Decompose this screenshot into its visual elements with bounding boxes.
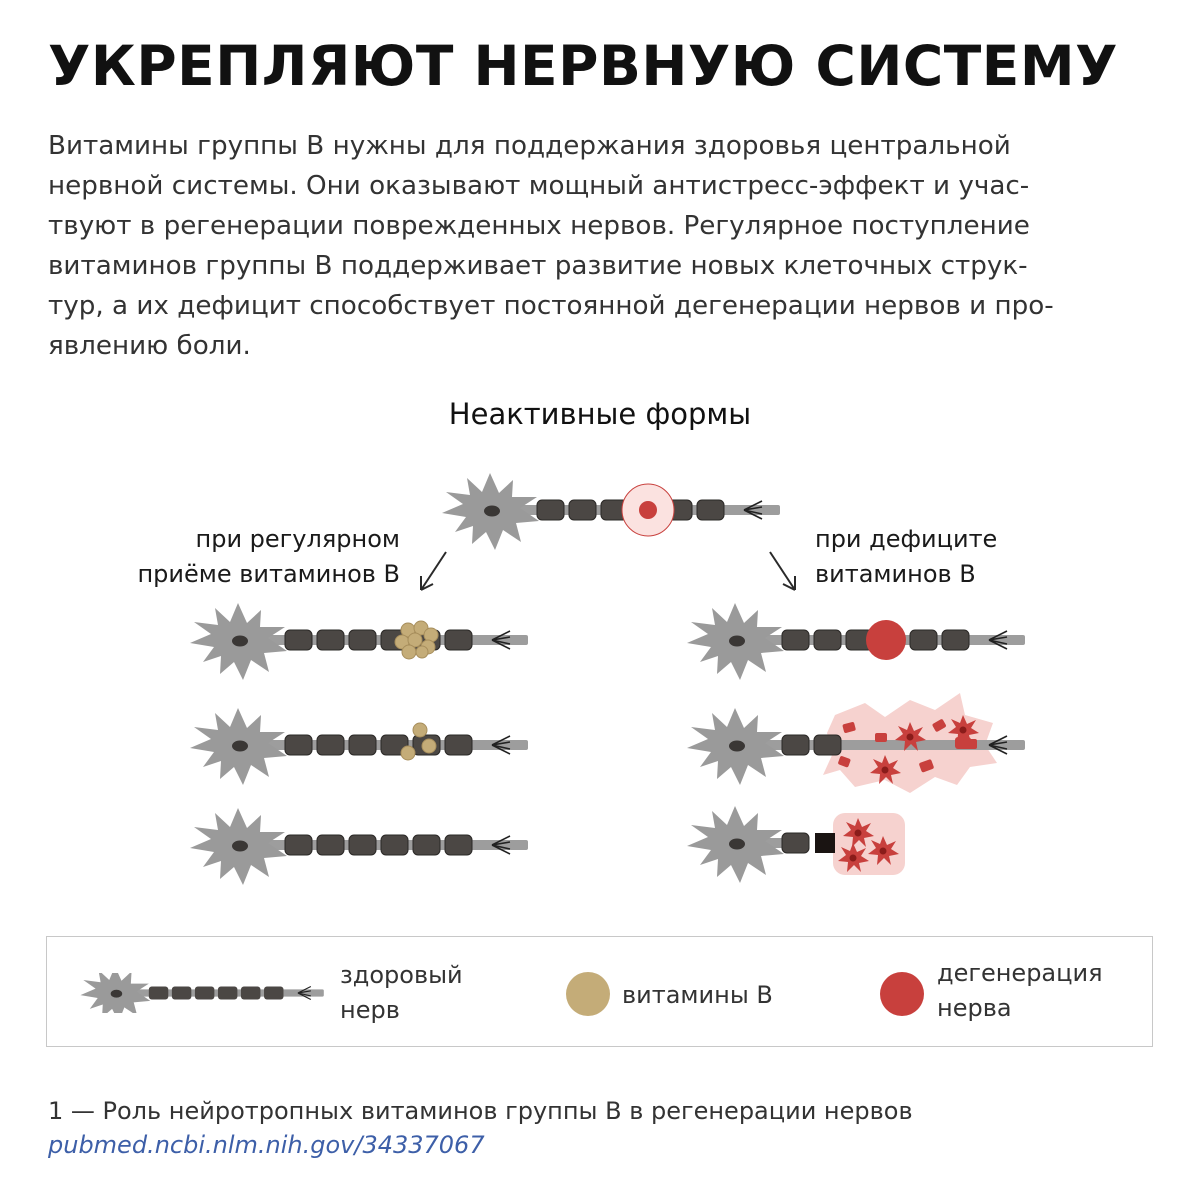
legend-degeneration-line: нерва xyxy=(937,994,1012,1022)
footnote xyxy=(48,1094,1148,1162)
nerve-top xyxy=(442,473,780,550)
footnote-text: 1 — Роль нейротропных витаминов группы B в регенерации нервов xyxy=(48,1097,913,1125)
deficit-label-line: витаминов В xyxy=(815,560,976,588)
nerve-regular-1 xyxy=(190,603,528,680)
legend-degeneration-line: дегенерация xyxy=(937,959,1103,987)
nerve-regular-3 xyxy=(190,808,528,885)
deficit-label-line: при дефиците xyxy=(815,525,998,553)
regular-intake-label-line: при регулярном xyxy=(195,525,400,553)
nerve-deficit-3 xyxy=(687,806,905,883)
intro-line: витаминов группы B поддерживает развитие новых клеточных струк- xyxy=(48,251,1028,281)
nerve-deficit-2 xyxy=(687,693,1025,793)
legend-vitamins-label xyxy=(622,978,773,1013)
nerve-deficit-1 xyxy=(687,603,1025,680)
legend-healthy-line: нерв xyxy=(340,996,400,1024)
legend-healthy-label xyxy=(340,958,463,1028)
intro-line: нервной системы. Они оказывают мощный антистресс-эффект и учас- xyxy=(48,171,1030,201)
degeneration-zone xyxy=(833,813,905,875)
vitamin-dot-icon xyxy=(563,969,613,1019)
vitamin-particle xyxy=(422,739,436,753)
degeneration-dot-icon xyxy=(877,969,927,1019)
page-title: УКРЕПЛЯЮТ НЕРВНУЮ СИСТЕМУ xyxy=(48,34,1118,98)
regular-intake-label-line: приёме витаминов В xyxy=(137,560,400,588)
intro-line: Витамины группы B нужны для поддержания здоровья центральной xyxy=(48,131,1011,161)
diagram-title: Неактивные формы xyxy=(448,397,752,431)
arrow-left-icon xyxy=(421,552,446,590)
arrow-right-icon xyxy=(770,552,795,590)
legend-vitamins-line: витамины В xyxy=(622,981,773,1009)
intro-line: тур, а их дефицит способствует постоянной дегенерации нервов и про- xyxy=(48,291,1054,321)
footnote-link[interactable]: pubmed.ncbi.nlm.nih.gov/34337067 xyxy=(48,1131,485,1159)
degeneration-blob xyxy=(866,620,906,660)
legend-degeneration-label xyxy=(937,956,1103,1026)
nerve-regular-2 xyxy=(190,708,528,785)
intro-line: явлению боли. xyxy=(48,331,251,361)
vitamin-particle xyxy=(401,746,415,760)
vitamin-particle xyxy=(413,723,427,737)
legend-healthy-line: здоровый xyxy=(340,961,463,989)
vitamin-cluster xyxy=(395,621,438,659)
healthy-nerve-icon xyxy=(79,973,339,1013)
intro-line: твуют в регенерации поврежденных нервов. Регулярное поступление xyxy=(48,211,1030,241)
